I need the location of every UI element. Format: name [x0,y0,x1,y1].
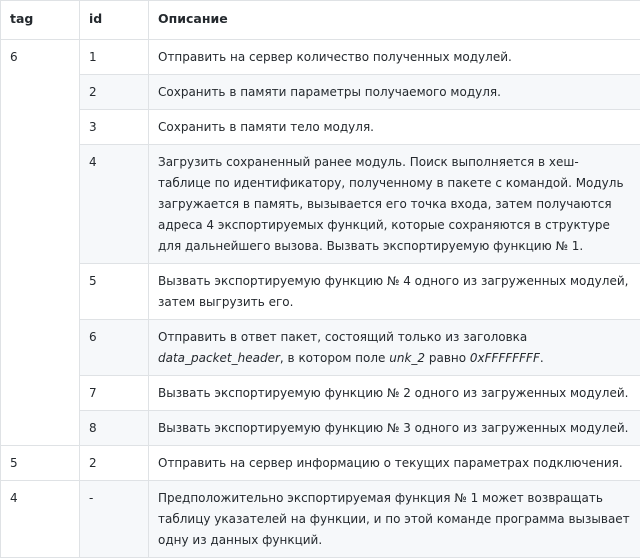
cell-tag: 5 [1,446,80,481]
cell-id: 8 [80,411,149,446]
description-code-term: unk_2 [389,351,425,365]
table-row [1,481,640,558]
cell-id: - [80,481,149,558]
table-row [1,320,640,376]
cell-description [149,75,640,110]
table-row [1,376,640,411]
cell-id: 5 [80,264,149,320]
description-code-term: data_packet_header [158,351,280,365]
cell-id: 4 [80,145,149,264]
cell-tag: 4 [1,481,80,558]
cell-id: 2 [80,446,149,481]
table-row [1,75,640,110]
header-description: Описание [149,1,640,40]
cell-id: 6 [80,320,149,376]
description-text: Сохранить в памяти тело модуля. [158,120,374,134]
description-text: Отправить в ответ пакет, состоящий только из заголовка [158,330,527,344]
cell-id: 7 [80,376,149,411]
cell-description [149,376,640,411]
table-row [1,40,640,75]
description-text: Сохранить в памяти параметры получаемого модуля. [158,85,501,99]
cell-description [149,110,640,145]
description-text: Вызвать экспортируемую функцию № 2 одного из загруженных модулей. [158,386,628,400]
table-row [1,110,640,145]
table-row [1,411,640,446]
header-tag: tag [1,1,80,40]
cell-description [149,40,640,75]
description-text: Загрузить сохраненный ранее модуль. Поиск выполняется в хеш-таблице по идентификатору, полученному в пакете с командой. Модуль загружается в память, вызывается его точка входа, затем получаются адреса 4 экспортируемых функций, которые сохраняются в структуре для дальнейшего вызова. Вызвать экспортируемую функцию № 1. [158,155,624,253]
table-row [1,264,640,320]
cell-description [149,145,640,264]
description-text: Предположительно экспортируемая функция № 1 может возвращать таблицу указателей на функции, и по этой команде программа вызывает одну из данных функций. [158,491,630,547]
cell-description [149,320,640,376]
table-header-row [1,1,640,40]
table-row [1,446,640,481]
table-row [1,145,640,264]
cell-id: 2 [80,75,149,110]
description-text: . [540,351,544,365]
cell-description [149,446,640,481]
cell-tag: 6 [1,40,80,446]
cell-id: 3 [80,110,149,145]
description-text: равно [425,351,470,365]
description-code-term: 0xFFFFFFFF [470,351,540,365]
description-text: Вызвать экспортируемую функцию № 3 одного из загруженных модулей. [158,421,628,435]
cell-description [149,481,640,558]
description-text: Отправить на сервер информацию о текущих параметрах подключения. [158,456,623,470]
description-text: Отправить на сервер количество полученных модулей. [158,50,512,64]
cell-description [149,264,640,320]
cell-id: 1 [80,40,149,75]
header-id: id [80,1,149,40]
description-text: , в котором поле [280,351,389,365]
cell-description [149,411,640,446]
description-text: Вызвать экспортируемую функцию № 4 одного из загруженных модулей, затем выгрузить его. [158,274,628,309]
